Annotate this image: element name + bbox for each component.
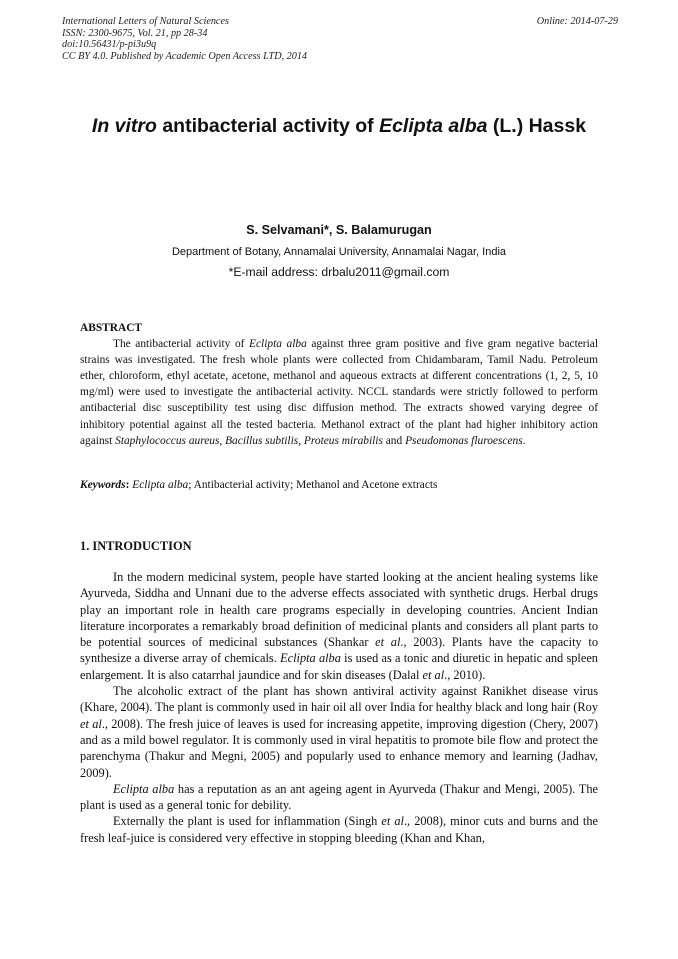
keywords-rest: ; Antibacterial activity; Methanol and Acetone extracts: [188, 479, 438, 491]
introduction-body: [80, 569, 598, 846]
intro-paragraph: [80, 813, 598, 846]
italic-run: et al: [381, 814, 404, 829]
author-list: S. Selvamani*, S. Balamurugan: [246, 223, 432, 237]
italic-run: Eclipta alba: [113, 781, 175, 796]
journal-name: International Letters of Natural Sciences: [62, 16, 229, 27]
abstract-run: against three gram positive and five gram negative bacterial strains was investigated. The fresh whole plants were collected from Chidambaram, Tamil Nadu. Petroleum ether, chloroform, ethyl acetate, acetone, methanol and aqueous extracts at different concentrations (1, 2, 5, 10 mg/ml) were used to investigate the antibacterial activity. NCCL standards were strictly followed to perform antibacterial disc susceptibility test using disc diffusion method. The extracts showed varying degree of inhibitory potential against all the tested bacteria. Methanol extract of the plant had higher inhibitory action against: [80, 338, 598, 447]
text-run: Externally the plant is used for inflammation (Singh: [113, 814, 382, 829]
abstract-run: and: [382, 434, 406, 447]
text-run: The alcoholic extract of the plant has shown antiviral activity against Ranikhet disease virus (Khare, 2004). The plant is commonly used in hair oil all over India for healthy black and long hair (Roy: [80, 684, 598, 715]
text-run: ., 2008), minor cuts and burns and the fresh leaf-juice is considered very effective in stopping bleeding (Khan and Khan,: [80, 814, 598, 845]
italic-run: Eclipta alba: [280, 651, 341, 666]
text-run: ., 2010).: [444, 667, 486, 682]
keyword-italic: Eclipta alba: [132, 479, 189, 491]
intro-paragraph: [80, 683, 598, 781]
text-run: is used as a tonic and diuretic in hepatic and spleen enlargement. It is also catarrhal jaundice and for skin diseases (Dalal: [80, 651, 598, 682]
abstract-italic: Staphylococcus aureus, Bacillus subtilis: [115, 434, 299, 447]
online-date: Online: 2014-07-29: [536, 16, 618, 27]
section-heading-introduction: 1. INTRODUCTION: [80, 539, 192, 553]
email-address: *E-mail address: drbalu2011@gmail.com: [228, 265, 450, 279]
journal-header: [62, 16, 618, 62]
affiliation: Department of Botany, Annamalai University, Annamalai Nagar, India: [171, 246, 507, 258]
keywords-label: Keywords: [80, 479, 126, 491]
abstract-italic: Pseudomonas fluroescens: [405, 434, 523, 447]
abstract-run: .: [522, 434, 526, 447]
italic-run: et al: [422, 667, 445, 682]
italic-run: et al: [375, 635, 401, 650]
intro-paragraph: [80, 781, 598, 814]
title-text-2: (L.) Hassk: [487, 115, 587, 137]
license-line: CC BY 4.0. Published by Academic Open Access LTD, 2014: [62, 50, 308, 62]
abstract-section: [80, 320, 598, 449]
abstract-italic: Eclipta alba: [249, 338, 307, 351]
title-italic-invitro: In vitro: [91, 115, 157, 137]
title-italic-species: Eclipta alba: [379, 115, 488, 137]
doi-line: doi:10.56431/p-pi3u9q: [62, 39, 157, 51]
text-run: has a reputation as an ant ageing agent in Ayurveda (Thakur and Mengi, 2005). The plant is used as a general tonic for debility.: [80, 781, 598, 813]
title-text-1: antibacterial activity of: [156, 115, 380, 137]
abstract-heading: ABSTRACT: [80, 322, 143, 334]
italic-run: et al: [80, 716, 102, 731]
issn-line: ISSN: 2300-9675, Vol. 21, pp 28-34: [62, 27, 208, 39]
abstract-run: The antibacterial activity of: [113, 338, 250, 351]
keywords-colon: :: [125, 479, 133, 491]
intro-paragraph: [80, 569, 598, 683]
abstract-italic: Proteus mirabilis: [303, 434, 383, 447]
text-run: ., 2008). The fresh juice of leaves is used for increasing appetite, improving digestion (Chery, 2007) and as a mild bowel regulator. It is commonly used in viral hepatitis to promote bile flow and protect the parenchyma (Thakur and Megni, 2005) and popularly used to enhance memory and learning (Jadhav, 2009).: [80, 716, 598, 780]
keywords-line: [80, 477, 598, 493]
abstract-text: [80, 336, 598, 449]
paper-title: [80, 114, 598, 138]
text-run: ., 2003). Plants have the capacity to synthesize a diverse array of chemicals.: [80, 635, 598, 666]
abstract-run: ,: [298, 434, 304, 447]
text-run: In the modern medicinal system, people have started looking at the ancient healing systems like Ayurveda, Siddha and Unnani due to the adverse effects associated with synthetic drugs. Herbal drugs play an important role in health care programs especially in developing countries. Ancient Indian literature incorporates a remarkably broad definition of medicinal plants and considers all plant parts to be potential sources of medicinal substances (Shankar: [80, 570, 598, 650]
